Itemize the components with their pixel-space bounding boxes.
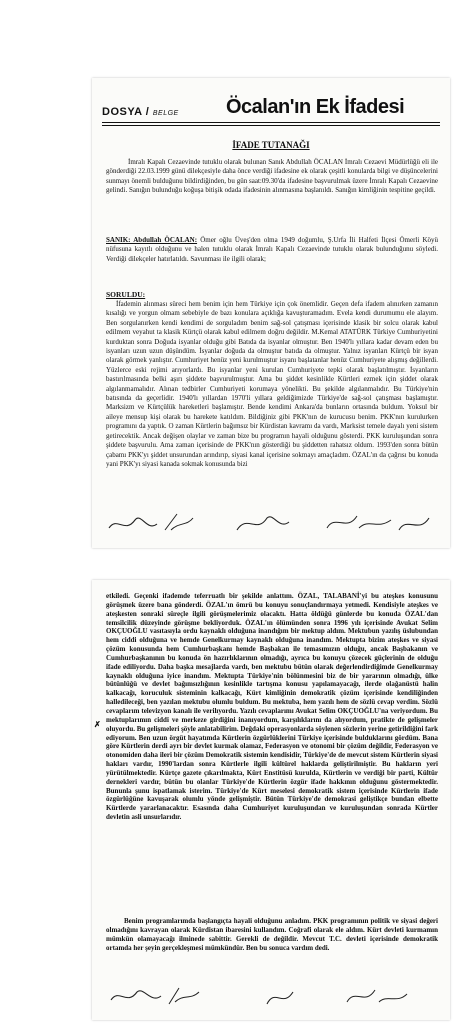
document-page-1 (92, 78, 450, 548)
header-rule-thin (102, 125, 440, 126)
suspect-text: Ömer oğlu Üveş'den olma 1949 doğumlu, Ş.Urfa İli Halfeti İlçesi Ömerli Köyü nüfusuna kayıtlı olduğunu ve halen tutuklu olarak İmralı Kapalı Cezaevinde tutuklu olarak bulunduğunu söyledi. Verdiği dilekçeler hatırlatıldı. Savunması ile ilgili olarak; (106, 236, 438, 263)
document-page-2 (92, 580, 450, 1020)
statement-paragraph: İfademin alınması süreci hem benim için hem Türkiye için çok önemlidir. Geçen defa ifadem alınırken zamanın kısalığı ve yorgun olmam sebebiyle de bazı konulara açıklığa kavuşturamadım. Evela kendi durumumu ele alayım. Ben sorgulanırken kendi kendimi de sorguladım benim sağ-sol çatışması içerisinde klasik bir solcu olarak kabul edilmem veyahut ta klasik Kürtçü olarak kabul edilmem doğru değildir. M.Kemal ATATÜRK Türkiye Cumhuriyetini kurduktan sonra Doğuda isyanlar olduğu gibi Batıda da isyanlar olmuştur. Ben 1940'lı yıllara kadar devam eden bu isyanları uzun uzun düşündüm. İsyanlar doğuda da olmuştur batıda da olmuştur. Yalnız isyanları Kürtçü bir isyan olarak görmek yanlıştır. Cumhuriyet henüz yeni kurulmuştur isyanı başlatanlar henüz Cumhuriyete alışmış değillerdi. Yüzlerce eski rejimi arıyorlardı. Bu isyanlar yeni kurulan Cumhuriyete tepki olarak başlatılmıştır. İsyanların bastırılmasında belki aşırı şiddete başvurulmuştur. Ama bu şiddet kesinlikle Kürtleri ezmek için şiddet olarak algılanmamalıdır. Alınan tedbirler Cumhuriyeti korumaya yönelikti. Bu şekilde algılanmalıdır. Bu Türkiye'nin batısında da geçerlidir. 1940'lı yıllardan 1970'li yıllara geldiğimizde Türkiye'de sağ-sol çatışması başlamıştır. Marksizm ve Kürtçülük hareketleri başlamıştır. Bende kendimi Ankara'da bunların ortasında buldum. Yoksul bir aileye mensup kişi olarak bu harekete katıldım. Bildiğiniz gibi PKK'nın de kurucusu benim. PKK'nın kurulurken programını da yaptık. O zaman Kürtlerin bağımsız bir Kürdistan kavramı da vardı, Marksist temele dayalı yeni sistem getirecektik. Ancak değişen olaylar ve zaman bize bu programın hayali olduğunu gösterdi. PKK kuruluşundan sonra şiddete başvurulu. Ama zaman içerisinde de PKK'nın gösterdiği bu şiddetten rahatsız oldum. 1993'den sonra bütün çabamı PKK'yı şiddet unsurundan arındırıp, siyasi kanal içerisine sokmayı amaçladım. ÖZAL'ın da çağrısı bu konuda yani PKK'yı siyasi kanada sokmak konusunda bizi (106, 300, 438, 468)
header-rule (102, 122, 440, 123)
intro-paragraph: İmralı Kapalı Cezaevinde tutuklu olarak bulunan Sanık Abdullah ÖCALAN İmralı Cezaevi Müdürlüğü eli ile gönderdiği 22.03.1999 günü dilekçesiyle daha önce verdiği ifadesine ek olarak çeşitli konularda bilgi ve düşüncelerini sunmayı önemli bulduğunu bildirdiğinden, bu gün saat:09.30'da ifadesine başvurulmak üzere İmralı Kapalı Cezaevine gelindi. Sanığın bulunduğu koğuşa bitişik odada ifadesinin alınmasına başlanıldı. Sanığın kimliğinin tespitine geçildi. (106, 158, 438, 195)
section-label (102, 106, 179, 118)
statement-continuation: etkiledi. Geçenki ifademde teferruatlı bir şekilde anlattım. ÖZAL, TALABANİ'yi bu ateşkes konusunu görüşmek üzere bana gönderdi. ÖZAL'ın ömrü bu konuyu sonuçlandırmaya yetmedi. Kendisiyle ateşkes ve ateşkesten sonraki süreçle ilgili görüşmelerimiz olacaktı. Hatta öldüğü günlerde bu konuda ÖZAL'dan temsilcilik düzeyinde görüşme bekliyorduk. ÖZAL'ın ölümünden sonra 1996 yılı içerisinde Avukat Selim OKÇUOĞLU vasıtasıyla ordu kaynaklı olduğuna inandığım bir mektup aldım. Mektubun yazılış üslubundan hem ciddi olduğuna ve hemde Genelkurmay kaynaklı olduğuna inandım. Mektupta bizim ateşkes ve siyasi çözüm konusunda hem Cumhurbaşkanı hemde Başbakan ile temasımızın olduğu, ancak Başbakanın ve Cumhurbaşkanının bu konuda ön hazırlıklarının olmadığı, ayrıca bu konuyu çözecek güçlerinin de olduğu ifade ediliyordu. Daha başka mesajlarda vardı, ben mektubu bütün olarak değerlendirdiğimde Genelkurmay kaynaklı olduğuna iyice inandım. Mektupta Türkiye'nin bölünmesini biz de bir yararının olmadığı, ülke bütünlüğü ve devlet bağımsızlığının kesinlikle tartışma konusu yapılamayacağı, ilerde olağanüstü halin kalkacağı, koruculuk sisteminin kalkacağı, Kürt kimliğinin demokratik çözüm içerisinde kendiliğinden halledileceği, ben yazılan mektubu olumlu buldum. Bu mektuba, hem yazılı hem de sözlü cevap verdim. Sözlü cevaplarım televizyon kanalı ile verilıyordu. Yazılı cevaplarımı Avukat Selim OKÇUOĞLU'na veriyordum. Bu mektuplarımın ciddi ve merkeze girdiğini inanıyordum, karşılıklarını da alıyordum, pratikte de gelişmeler oluyordu. Bu gelişmeleri şöyle anlatabilirim. Değdaki operasyonlarda söylenen sözlerin yerine getirildiğini fark ediyorum. Ben uzun örgüt hayatımda Kürtlerin özgürlüklerini Türkiye içerisinde bulduklarını gördüm. Bana göre Kürtlerin derdi ayrı bir devlet kurmak olamaz, Federasyon ve otonomi bir çözüm değildir, Federasyon ve otonomiden daha ileri bir çözüm Demokratik sistemin kendisidir, Türkiye'de de mevcut sistem Kürtlerin siyasi hakları vardır, 1990'lardan sonra Kürtlerle ilgili kültürel haklarda geliştirilmiştir. Bu hakların yeri yürütülmektedir. Kürtçe gazete çıkarılmakta, Kürt Enstitüsü kurulda, Kürtlerin ve verdiği bir parti, Kültür dernekleri vardır, bütün bu olanlar Türkiye'de Kürtlerin özgür ifade hakkının olduğunu göstermektedir. Bununla şunu ispatlamak isterim. Türkiye'de Kürt meselesi demokratik sistem içerisinde Kürtlerin ifade özgürlüğüne kavuşarak olumlu yönde gelişmiştir. Bütün Türkiye'de demokrasi geliştikçe bundan elbette Kürtlerde yararlanacaktır. Esasında daha Cumhuriyet kuruluşundan ve kuruluşundan sonrada Kürtler devletin asli unsurlarıdır. (106, 592, 438, 822)
document-heading: İFADE TUTANAĞI (232, 140, 310, 150)
statement-conclusion: Benim programlarımda başlangıçta hayali olduğunu anladım. PKK programının politik ve siyasi değeri olmadığını kavrayan olarak Kürdistan ibaresini kullandım. Coğrafi olarak ele aldım. Kürt devleti kurmamın mümkün olamayacağı ilminede sabittir. Gerekli de değildir. Mevcut T.C. devleti içerisinde demokratik ortamda her şeyin gerçekleşmesi mümkündür. Ben bu sonuca vardım dedi. (106, 917, 438, 952)
question-label: SORULDU: (106, 290, 146, 299)
signature-scribbles (106, 508, 438, 538)
signatures-page-2 (106, 982, 438, 1012)
page-header (102, 90, 440, 130)
section-name: DOSYA / (102, 106, 150, 118)
margin-annotation: ✗ (94, 720, 101, 729)
suspect-label: SANIK: Abdullah ÖCALAN: (106, 236, 198, 244)
article-title: Öcalan'ın Ek İfadesi (226, 96, 405, 118)
section-sub: BELGE (152, 110, 179, 117)
signature-scribbles-2 (106, 982, 438, 1012)
signatures-page-1 (106, 508, 438, 538)
suspect-paragraph (106, 236, 438, 264)
